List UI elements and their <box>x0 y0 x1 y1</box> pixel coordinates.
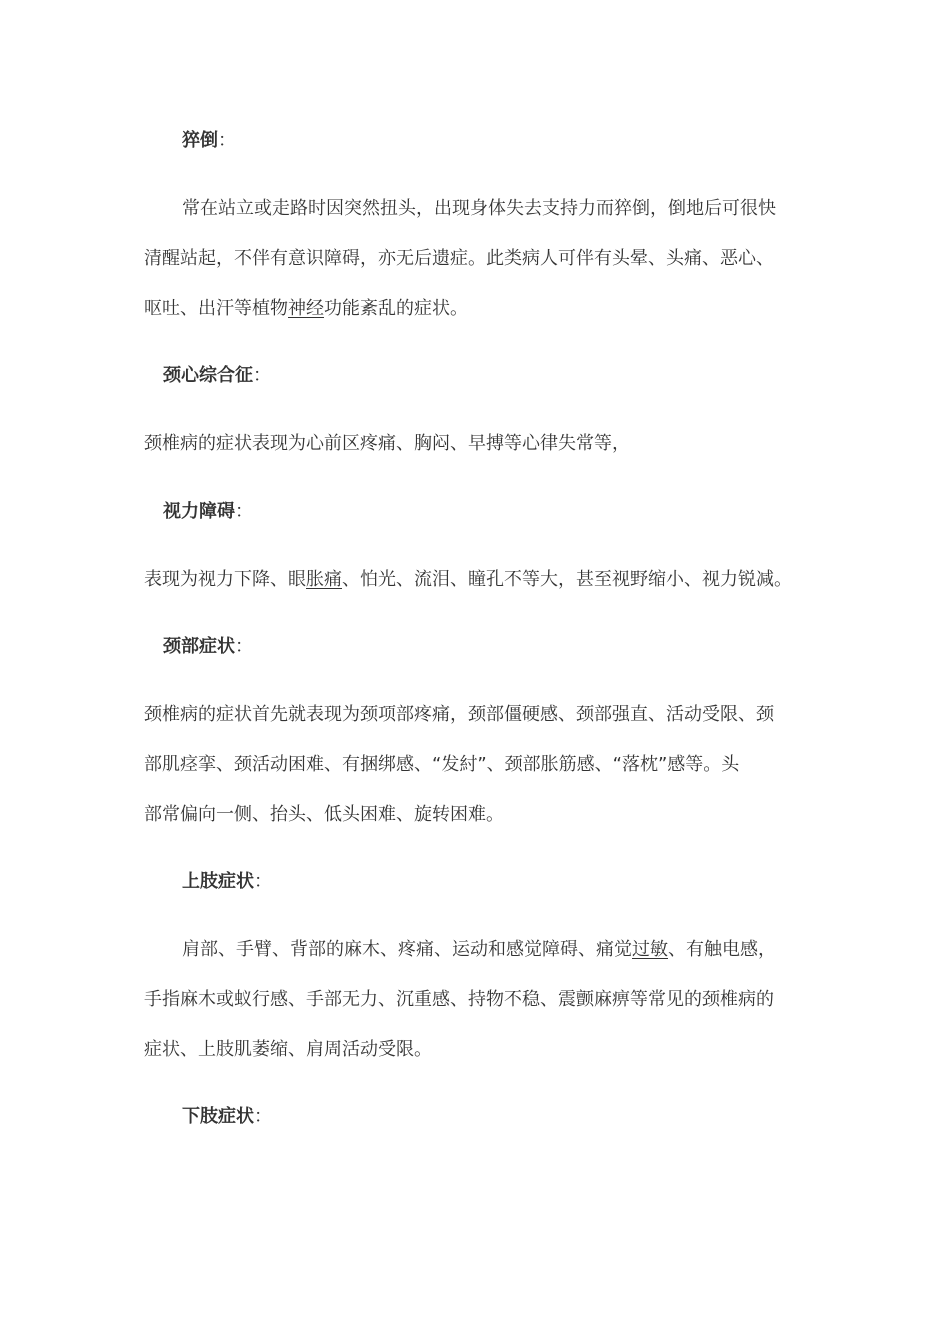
paragraph-line: 呕吐、出汗等植物神经功能紊乱的症状。 <box>144 298 468 319</box>
underlined-term: 过敏 <box>632 939 668 960</box>
paragraph-line: 清醒站起，不伴有意识障碍，亦无后遗症。此类病人可伴有头晕、头痛、恶心、 <box>144 248 774 269</box>
paragraph-line: 部常偏向一侧、抬头、低头困难、旋转困难。 <box>144 804 504 825</box>
paragraph-line: 肩部、手臂、背部的麻木、疼痛、运动和感觉障碍、痛觉过敏、有触电感， <box>182 939 776 960</box>
section-heading-upper-limb: 上肢症状： <box>182 871 272 892</box>
section-heading-falling: 猝倒： <box>182 130 236 151</box>
paragraph-line: 表现为视力下降、眼胀痛、怕光、流泪、瞳孔不等大，甚至视野缩小、视力锐减。 <box>144 569 792 590</box>
section-heading-lower-limb: 下肢症状： <box>182 1106 272 1127</box>
underlined-term: 神经 <box>288 298 324 319</box>
paragraph-line: 症状、上肢肌萎缩、肩周活动受限。 <box>144 1039 432 1060</box>
section-heading-cervical-heart: 颈心综合征： <box>163 365 271 386</box>
paragraph-line: 颈椎病的症状表现为心前区疼痛、胸闷、早搏等心律失常等， <box>144 433 630 454</box>
section-heading-neck: 颈部症状： <box>163 636 253 657</box>
paragraph-line: 常在站立或走路时因突然扭头，出现身体失去支持力而猝倒，倒地后可很快 <box>182 198 776 219</box>
paragraph-line: 部肌痉挛、颈活动困难、有捆绑感、“发紂”、颈部胀筋感、“落枕”感等。头 <box>144 754 740 775</box>
underlined-term: 胀痛 <box>306 569 342 590</box>
section-heading-vision: 视力障碍： <box>163 501 253 522</box>
paragraph-line: 手指麻木或蚁行感、手部无力、沉重感、持物不稳、震颤麻痹等常见的颈椎病的 <box>144 989 774 1010</box>
paragraph-line: 颈椎病的症状首先就表现为颈项部疼痛，颈部僵硬感、颈部强直、活动受限、颈 <box>144 704 774 725</box>
